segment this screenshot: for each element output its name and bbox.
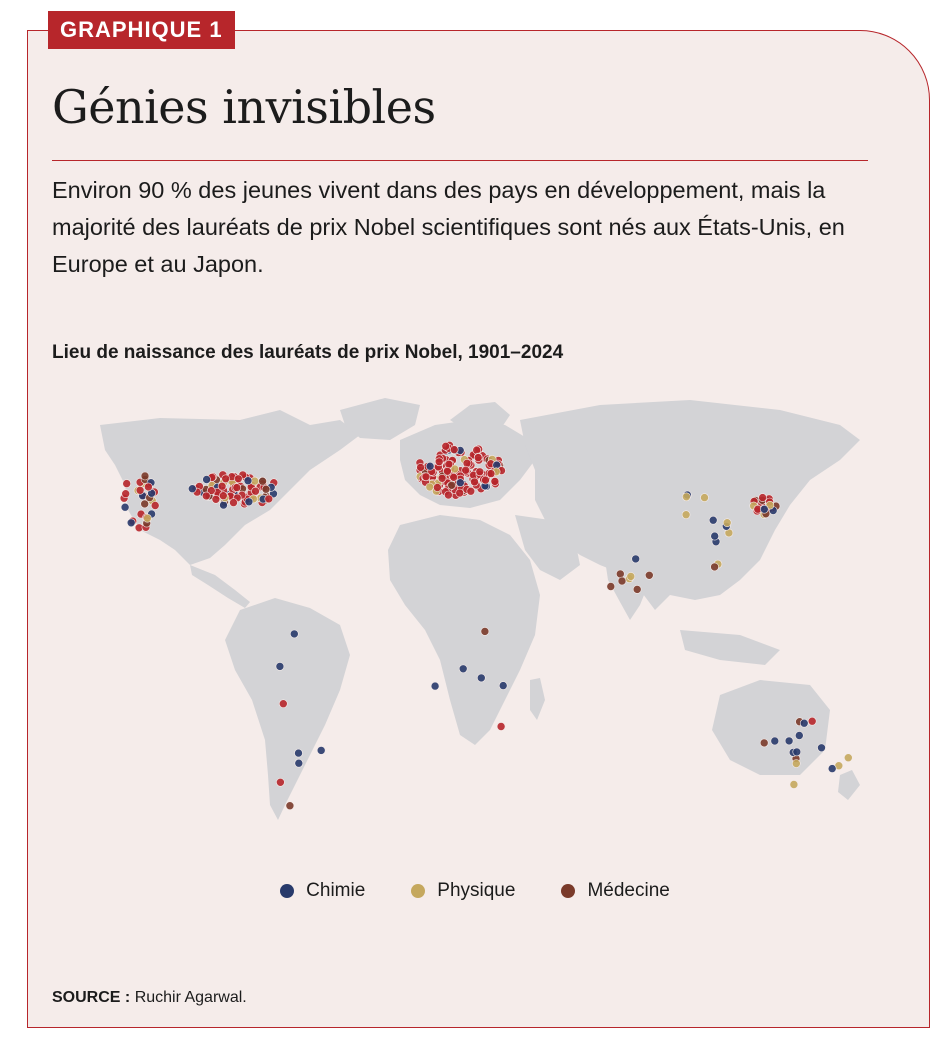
- laureate-dot: [463, 459, 471, 467]
- laureate-dot: [723, 519, 731, 527]
- laureate-dot: [426, 462, 434, 470]
- laureate-dot: [122, 490, 130, 498]
- laureate-dot: [295, 759, 303, 767]
- laureate-dot: [431, 682, 439, 690]
- laureate-dot: [456, 489, 464, 497]
- laureate-dot: [499, 682, 507, 690]
- laureate-dot: [445, 460, 453, 468]
- laureate-dot: [632, 555, 640, 563]
- laureate-dot: [286, 802, 294, 810]
- laureate-dot: [219, 492, 227, 500]
- laureate-dot: [487, 470, 495, 478]
- laureate-dot: [792, 760, 800, 768]
- laureate-dot: [709, 516, 717, 524]
- laureate-dot: [279, 700, 287, 708]
- laureate-dot: [448, 481, 456, 489]
- laureate-dot: [245, 498, 253, 506]
- laureate-dot: [682, 493, 690, 501]
- legend-label-medecine: Médecine: [587, 880, 670, 901]
- australia: [712, 680, 830, 775]
- legend-item-medecine: [561, 880, 669, 902]
- madagascar: [530, 678, 545, 720]
- laureate-dot: [295, 749, 303, 757]
- laureate-dot: [459, 665, 467, 673]
- laureate-dot: [800, 719, 808, 727]
- laureate-dot: [711, 563, 719, 571]
- laureate-dot: [491, 477, 499, 485]
- world-map: [40, 380, 910, 860]
- laureate-dot: [844, 754, 852, 762]
- laureate-dot: [276, 662, 284, 670]
- laureate-dot: [476, 468, 484, 476]
- laureate-dot: [462, 466, 470, 474]
- laureate-dot: [456, 479, 464, 487]
- laureate-dot: [123, 480, 131, 488]
- laureate-dot: [482, 476, 490, 484]
- laureate-dot: [616, 570, 624, 578]
- central-america: [190, 565, 250, 608]
- laureate-dot: [645, 571, 653, 579]
- laureate-dot: [143, 514, 151, 522]
- laureate-dot: [218, 482, 226, 490]
- laureate-dot: [474, 454, 482, 462]
- source-text: Ruchir Agarwal.: [134, 989, 247, 1006]
- chimie-dot-icon: [280, 884, 294, 898]
- laureate-dot: [262, 485, 270, 493]
- laureate-dot: [701, 494, 709, 502]
- asia: [520, 400, 860, 610]
- laureate-dot: [795, 732, 803, 740]
- laureate-dot: [818, 744, 826, 752]
- laureate-dot: [265, 495, 273, 503]
- laureate-dot: [497, 723, 505, 731]
- legend-item-physique: [411, 880, 515, 902]
- medecine-dot-icon: [561, 884, 575, 898]
- laureate-dot: [438, 474, 446, 482]
- laureate-dot: [481, 627, 489, 635]
- laureate-dot: [467, 487, 475, 495]
- south-america: [225, 598, 350, 820]
- laureate-dot: [203, 476, 211, 484]
- laureate-dot: [230, 499, 238, 507]
- legend-item-chimie: [280, 880, 365, 902]
- figure-tag: GRAPHIQUE 1: [48, 11, 235, 49]
- laureate-dot: [435, 458, 443, 466]
- laureate-dot: [317, 746, 325, 754]
- laureate-dot: [220, 501, 228, 509]
- laureate-dot: [136, 486, 144, 494]
- laureate-dot: [759, 494, 767, 502]
- new-zealand: [838, 770, 860, 800]
- physique-dot-icon: [411, 884, 425, 898]
- laureate-dot: [785, 737, 793, 745]
- laureate-dot: [444, 491, 452, 499]
- page-title: Génies invisibles: [52, 80, 436, 134]
- laureate-dot: [760, 505, 768, 513]
- laureate-dot: [433, 484, 441, 492]
- laureate-dot: [828, 765, 836, 773]
- laureate-dot: [682, 511, 690, 519]
- laureate-dot: [144, 483, 152, 491]
- legend: [0, 880, 950, 902]
- laureate-dot: [121, 503, 129, 511]
- laureate-dot: [290, 630, 298, 638]
- title-divider: [52, 160, 868, 161]
- southeast-asia: [680, 630, 780, 665]
- laureate-dot: [711, 532, 719, 540]
- lede-text: Environ 90 % des jeunes vivent dans des pays en développement, mais la majorité des lauréats de prix Nobel scientifiques sont nés aux États-Unis, en Europe et au Japon.: [52, 177, 845, 277]
- laureate-dot: [790, 781, 798, 789]
- laureate-dot: [127, 519, 135, 527]
- laureate-dot: [450, 473, 458, 481]
- laureate-dot: [422, 473, 430, 481]
- laureate-dot: [259, 477, 267, 485]
- laureate-dot: [618, 577, 626, 585]
- laureate-dot: [760, 739, 768, 747]
- laureate-dot: [244, 477, 252, 485]
- laureate-dot: [450, 446, 458, 454]
- laureate-dot: [607, 583, 615, 591]
- laureate-dot: [471, 478, 479, 486]
- laureate-dot: [212, 495, 220, 503]
- legend-label-physique: Physique: [437, 880, 516, 901]
- laureate-dot: [141, 472, 149, 480]
- legend-label-chimie: Chimie: [306, 880, 366, 901]
- laureate-dot: [188, 485, 196, 493]
- laureate-dot: [477, 674, 485, 682]
- laureate-dot: [202, 492, 210, 500]
- laureate-dot: [443, 467, 451, 475]
- laureate-dot: [151, 502, 159, 510]
- source-label: SOURCE :: [52, 989, 131, 1006]
- africa: [388, 515, 540, 745]
- chart-title: Lieu de naissance des lauréats de prix Nobel, 1901–2024: [52, 342, 564, 363]
- laureate-dot: [234, 475, 242, 483]
- laureate-dot: [627, 572, 635, 580]
- laureate-dot: [771, 737, 779, 745]
- source-note: [52, 989, 247, 1007]
- laureate-dot: [808, 717, 816, 725]
- laureate-dot: [252, 487, 260, 495]
- laureate-dot: [276, 778, 284, 786]
- laureate-dot: [633, 585, 641, 593]
- laureate-dot: [442, 442, 450, 450]
- laureate-dot: [793, 748, 801, 756]
- laureate-dot: [222, 475, 230, 483]
- laureate-dot: [233, 484, 241, 492]
- laureate-dot: [417, 463, 425, 471]
